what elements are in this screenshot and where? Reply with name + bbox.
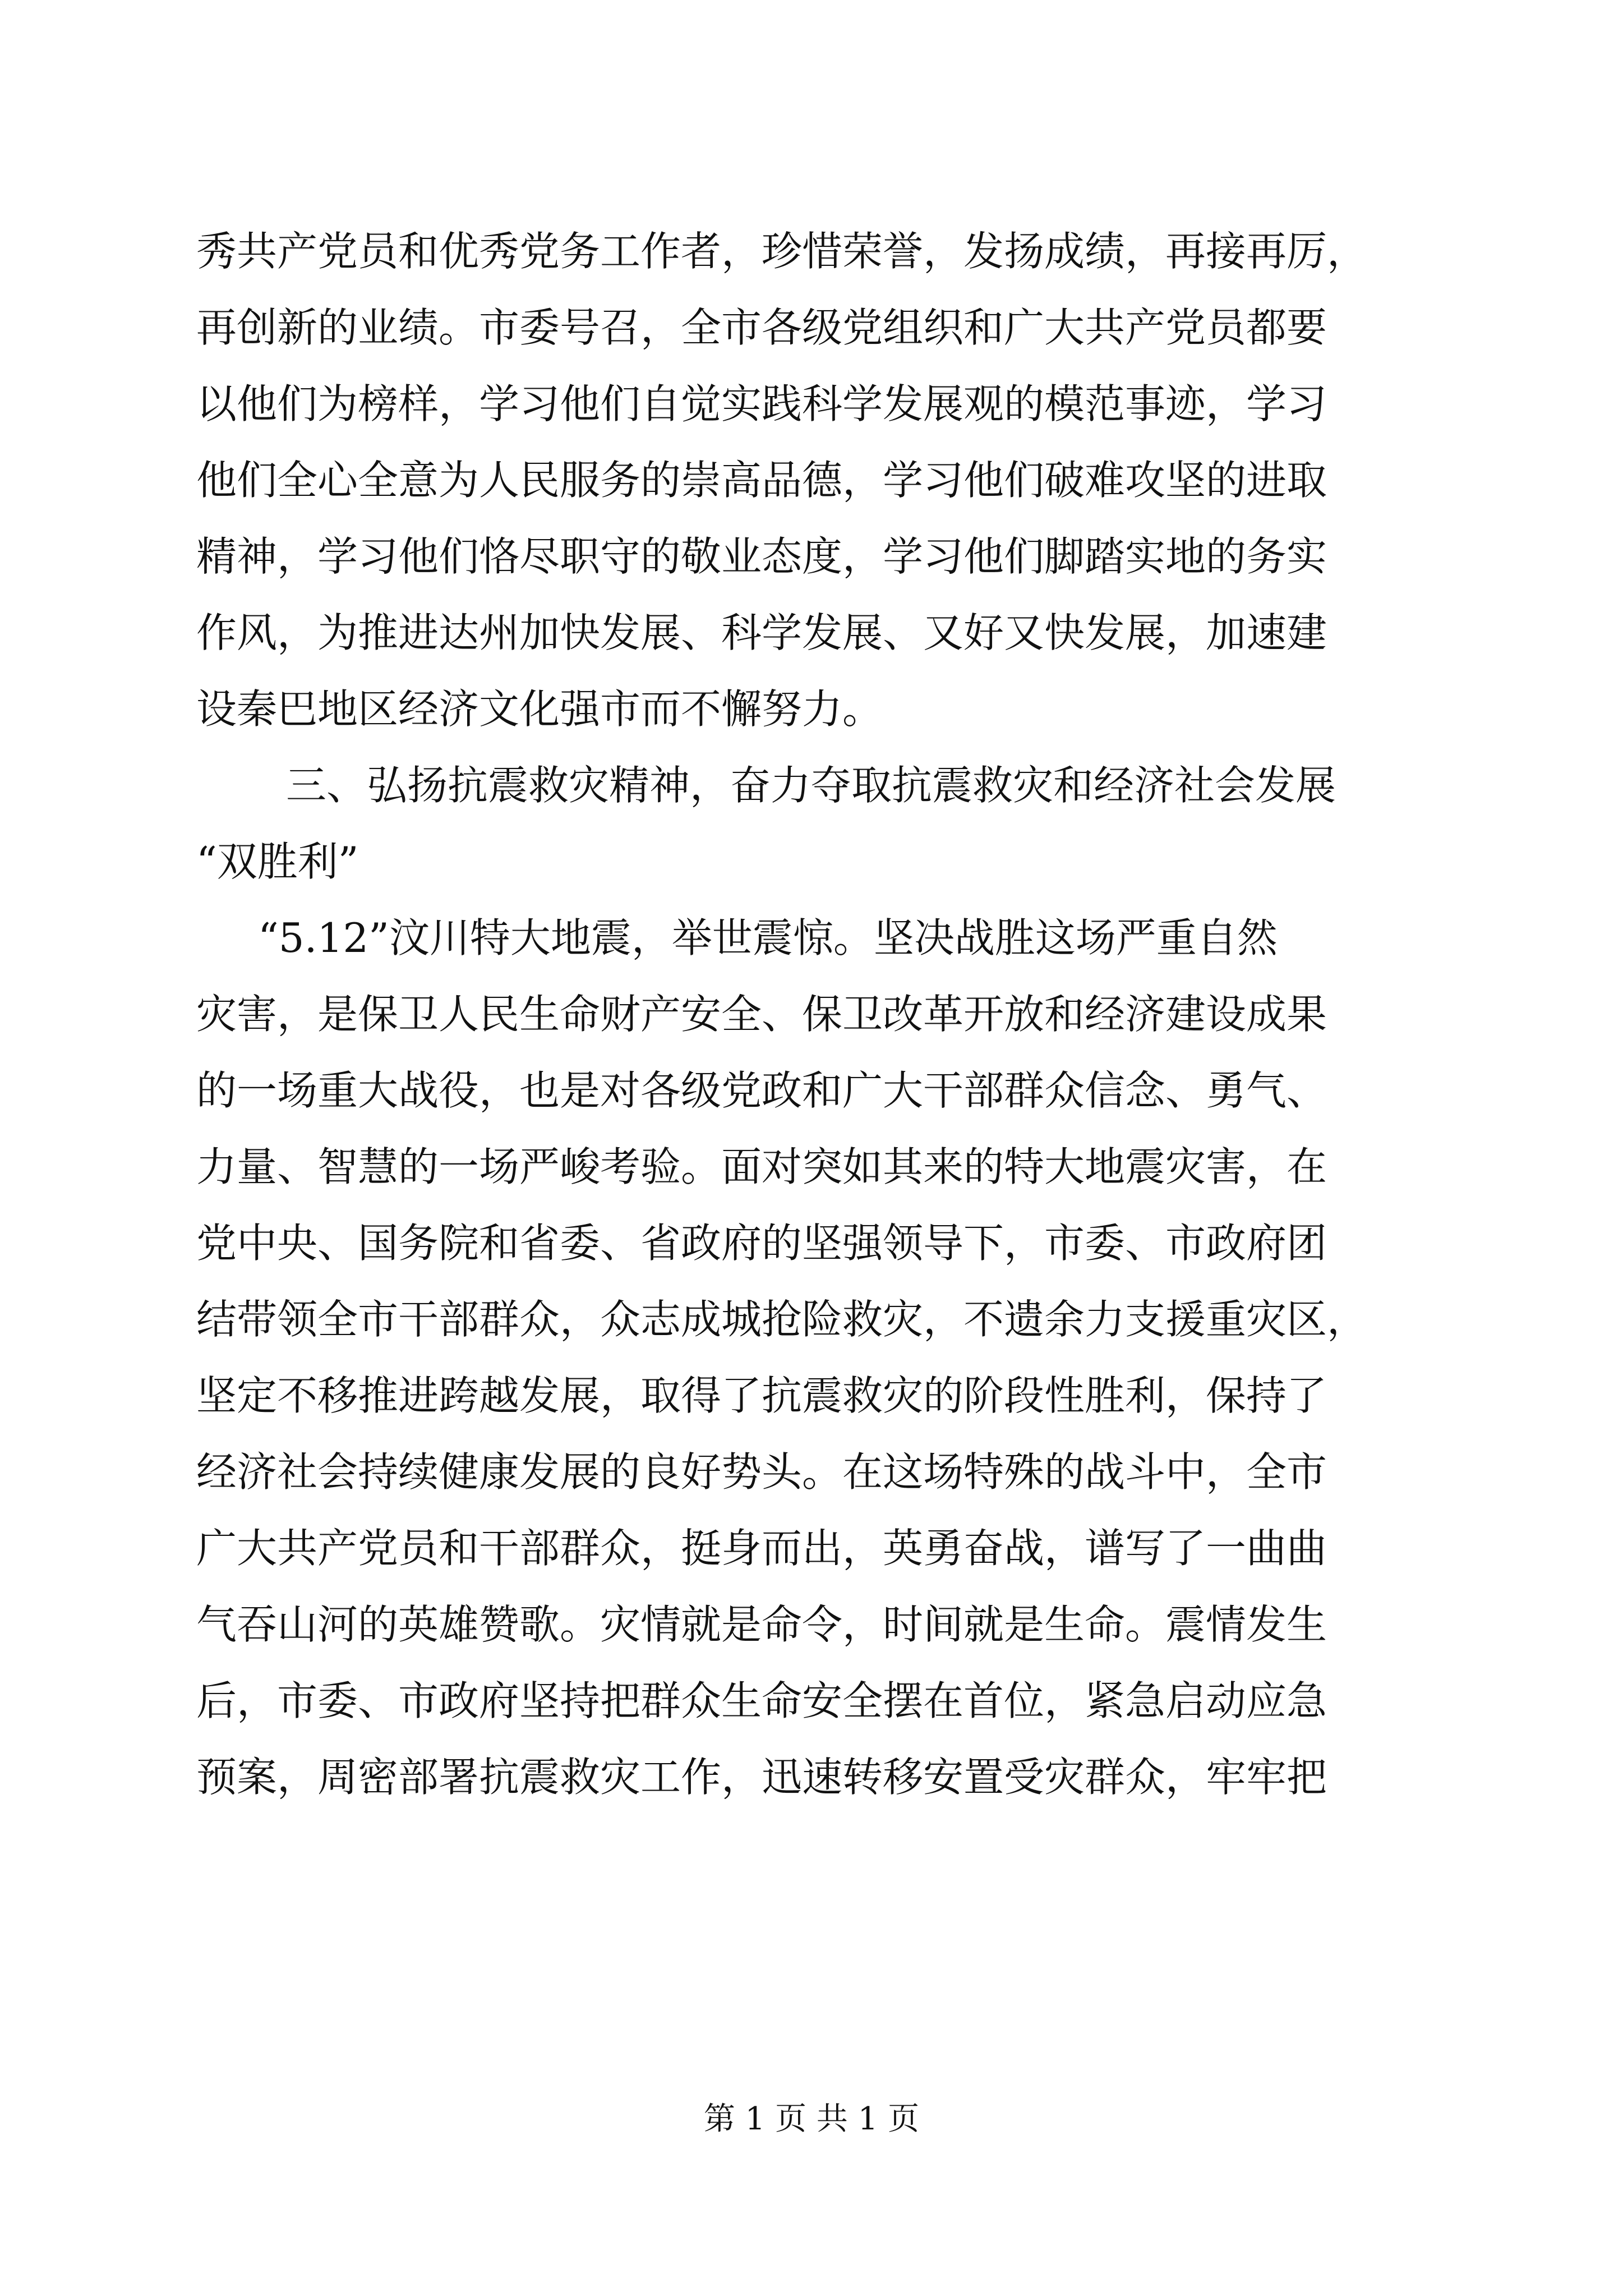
text-line: 坚定不移推进跨越发展，取得了抗震救灾的阶段性胜利，保持了 — [196, 1372, 1327, 1419]
text-line: 精神，学习他们恪尽职守的敬业态度，学习他们脚踏实地的务实 — [196, 533, 1327, 580]
text-line: 力量、智慧的一场严峻考验。面对突如其来的特大地震灾害，在 — [196, 1143, 1327, 1190]
text-line: 设秦巴地区经济文化强市而不懈努力。 — [196, 685, 883, 733]
text-line: 广大共产党员和干部群众，挺身而出，英勇奋战，谱写了一曲曲 — [196, 1525, 1327, 1572]
text-line: 党中央、国务院和省委、省政府的坚强领导下，市委、市政府团 — [196, 1220, 1327, 1267]
text-line: 以他们为榜样，学习他们自觉实践科学发展观的模范事迹，学习 — [196, 380, 1327, 427]
text-line: 预案，周密部署抗震救灾工作，迅速转移安置受灾群众，牢牢把 — [196, 1754, 1327, 1801]
text-line: 作风，为推进达州加快发展、科学发展、又好又快发展，加速建 — [196, 609, 1327, 656]
text-line: 秀共产党员和优秀党务工作者，珍惜荣誉，发扬成绩，再接再厉， — [196, 228, 1368, 275]
text-line: 气吞山河的英雄赞歌。灾情就是命令，时间就是生命。震情发生 — [196, 1601, 1327, 1648]
section-heading: 三、弘扬抗震救灾精神，奋力夺取抗震救灾和经济社会发展 — [286, 762, 1336, 809]
text-line: 的一场重大战役，也是对各级党政和广大干部群众信念、勇气、 — [196, 1067, 1327, 1114]
section-heading-continued: “双胜利” — [196, 838, 359, 885]
text-line: 他们全心全意为人民服务的崇高品德，学习他们破难攻坚的进取 — [196, 457, 1327, 504]
text-line: 灾害，是保卫人民生命财产安全、保卫改革开放和经济建设成果 — [196, 991, 1327, 1038]
text-line: 经济社会持续健康发展的良好势头。在这场特殊的战斗中，全市 — [196, 1448, 1327, 1496]
page-number-footer: 第 1 页 共 1 页 — [703, 2101, 920, 2137]
text-line: 结带领全市干部群众，众志成城抢险救灾，不遗余力支援重灾区， — [196, 1296, 1368, 1343]
text-line: 再创新的业绩。市委号召，全市各级党组织和广大共产党员都要 — [196, 304, 1327, 351]
text-line: 后，市委、市政府坚持把群众生命安全摆在首位，紧急启动应急 — [196, 1677, 1327, 1724]
paragraph-start-line: “5.12”汶川特大地震，举世震惊。坚决战胜这场严重自然 — [258, 914, 1278, 961]
